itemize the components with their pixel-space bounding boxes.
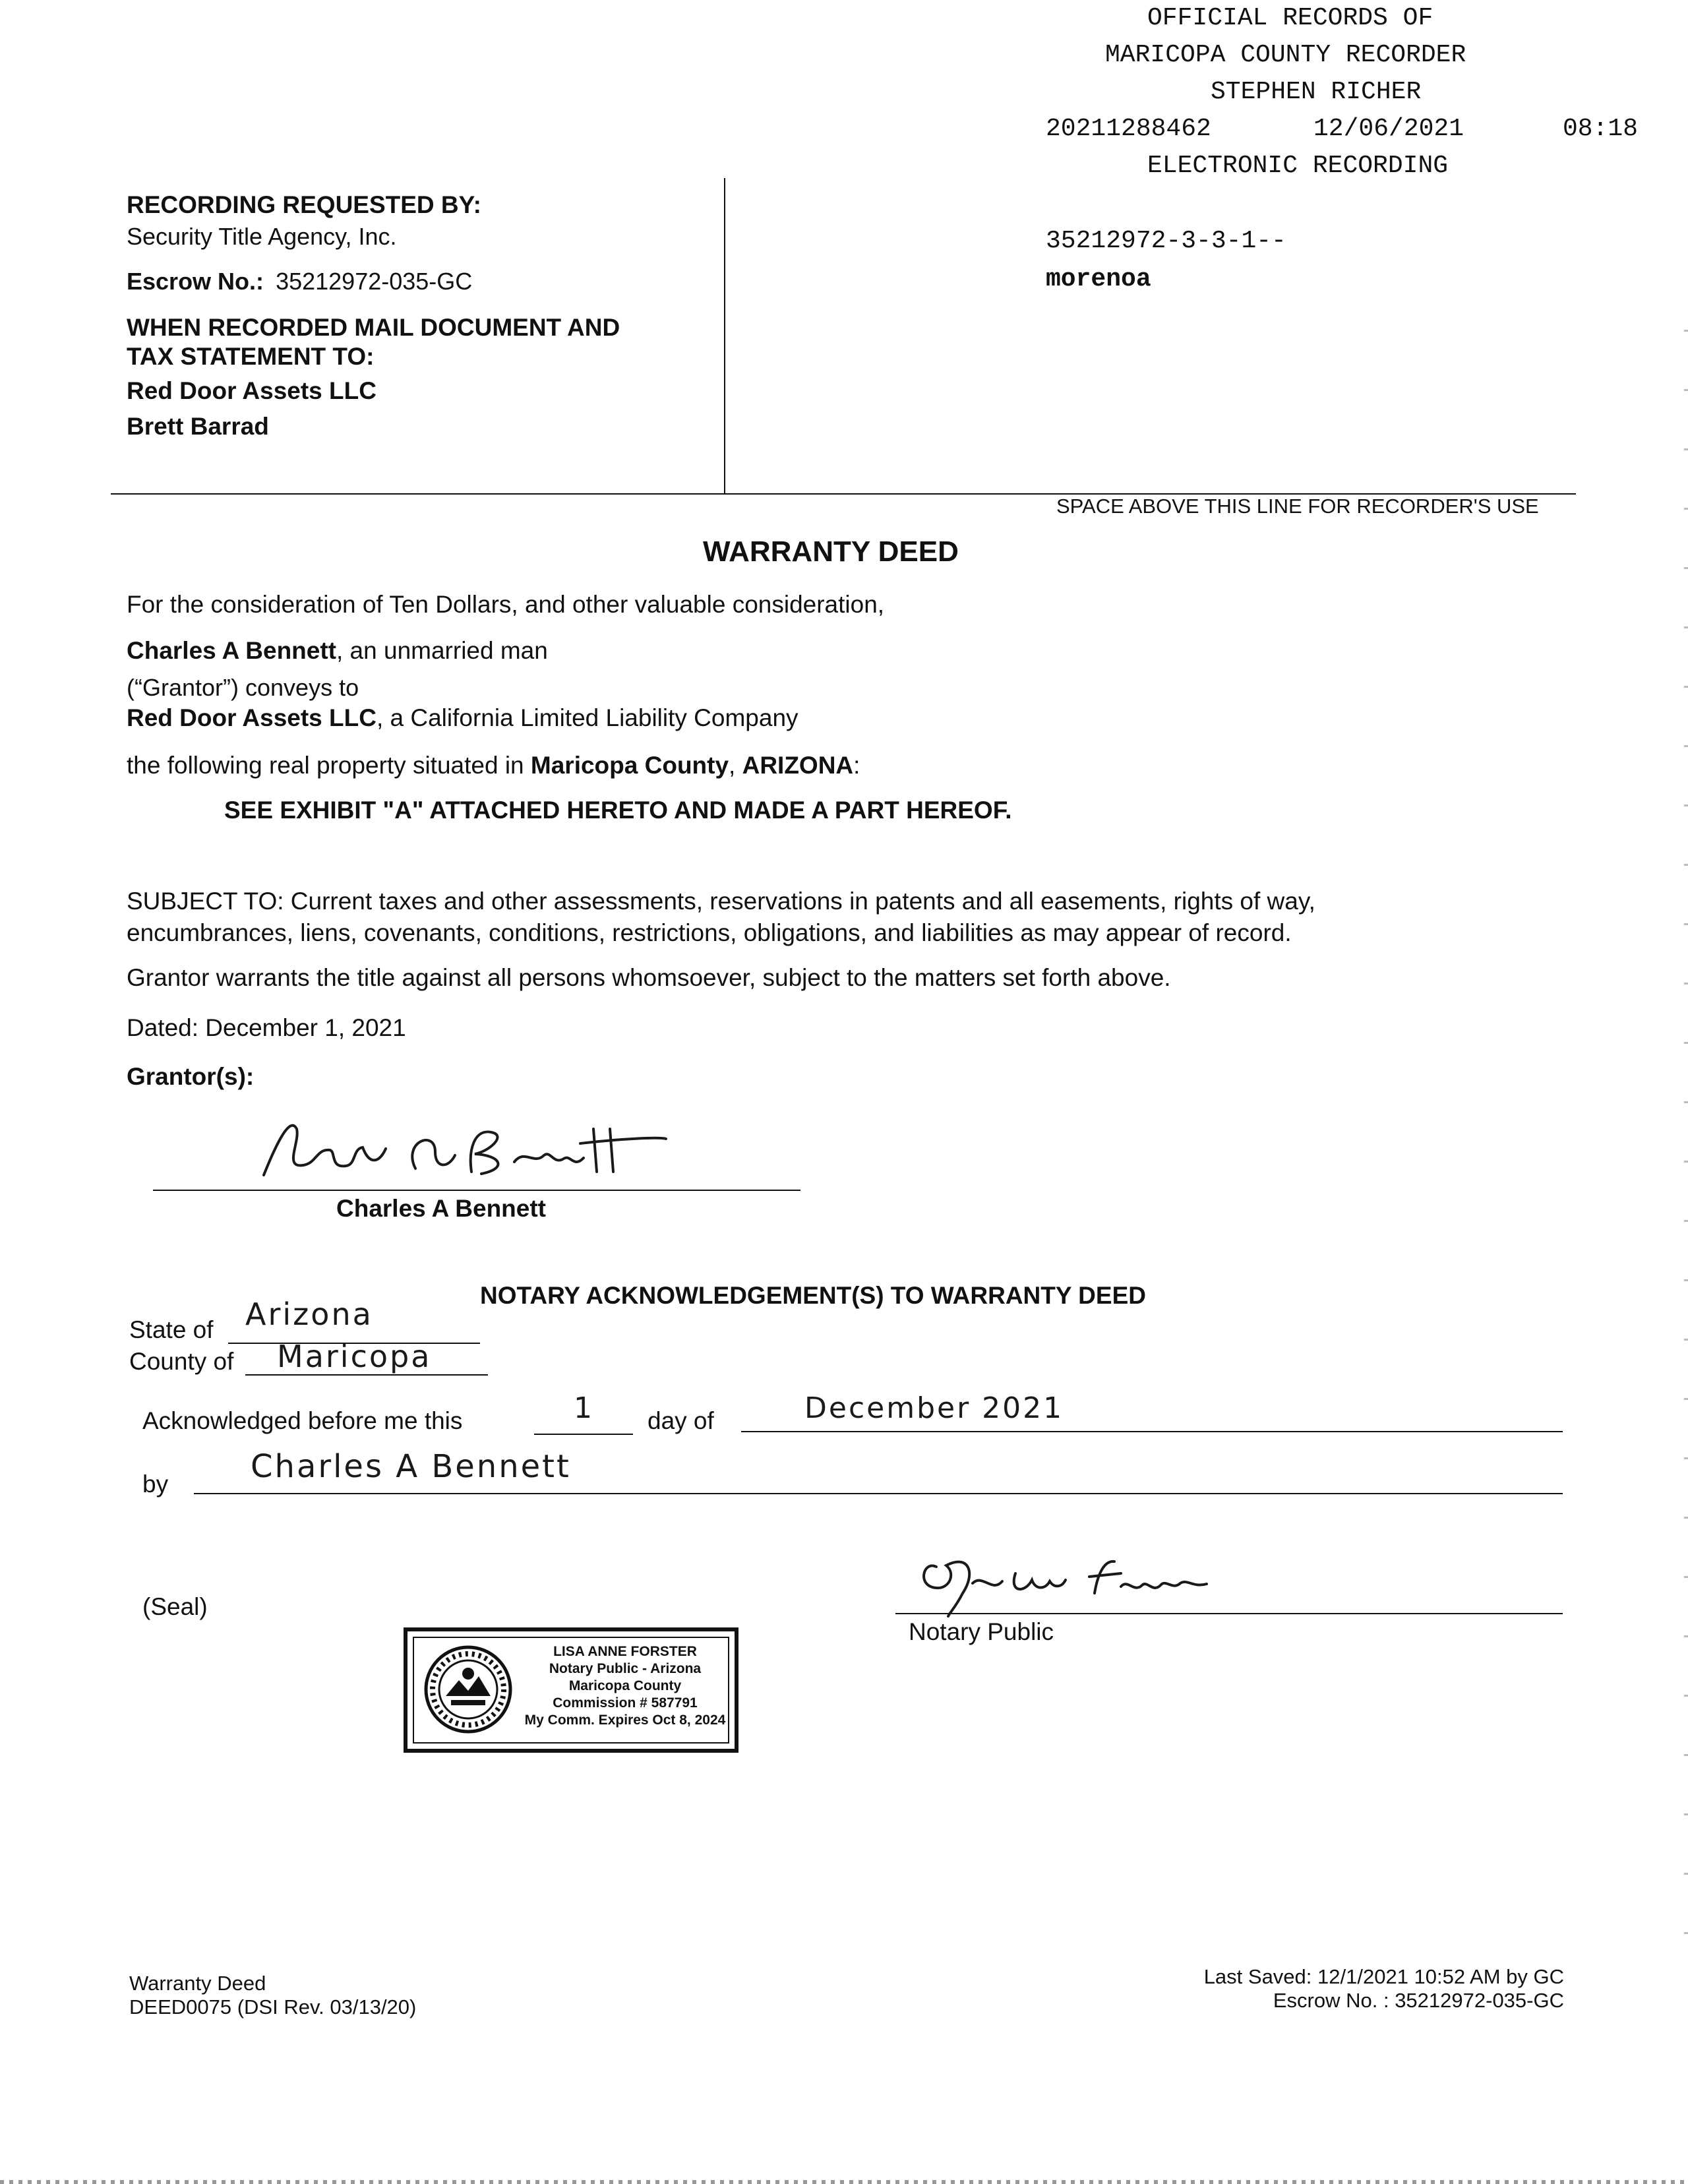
stamp-commission: Commission # 587791 xyxy=(553,1695,698,1711)
signer-name: Charles A Bennett xyxy=(336,1195,546,1222)
by-value: Charles A Bennett xyxy=(251,1448,571,1485)
requested-by-value: Security Title Agency, Inc. xyxy=(127,223,397,250)
county-value: Maricopa xyxy=(277,1339,432,1374)
state-seal-icon xyxy=(422,1643,514,1736)
stamp-name: LISA ANNE FORSTER xyxy=(553,1644,697,1659)
footer-right-2: Escrow No. : 35212972-035-GC xyxy=(1273,1989,1564,2012)
property-line xyxy=(127,752,860,779)
grantor-description: , an unmarried man xyxy=(336,637,548,664)
property-county: Maricopa County xyxy=(530,752,729,779)
notary-signature-icon xyxy=(910,1547,1213,1620)
escrow-line xyxy=(127,268,472,295)
recorder-time: 08:18 xyxy=(1563,115,1639,143)
subject-to-line-2: encumbrances, liens, covenants, conditions, restrictions, obligations, and liabilities as may appear of record. xyxy=(127,919,1292,946)
stamp-expires: My Comm. Expires Oct 8, 2024 xyxy=(524,1713,726,1728)
conveys-text: (“Grantor”) conveys to xyxy=(127,674,359,701)
month-year-value: December 2021 xyxy=(804,1391,1064,1425)
recorder-user: morenoa xyxy=(1046,265,1151,293)
seal-label: (Seal) xyxy=(142,1593,208,1620)
grantee-name: Red Door Assets LLC xyxy=(127,704,377,731)
recorder-use-label: SPACE ABOVE THIS LINE FOR RECORDER'S USE xyxy=(1056,495,1539,518)
property-pre: the following real property situated in xyxy=(127,752,531,779)
footer-left-2: DEED0075 (DSI Rev. 03/13/20) xyxy=(129,1995,417,2018)
grantor-signature-icon xyxy=(237,1103,673,1188)
scan-edge-bottom xyxy=(0,2180,1688,2184)
grantor-name: Charles A Bennett xyxy=(127,637,336,664)
mail-label-2: TAX STATEMENT TO: xyxy=(127,343,375,370)
escrow-label: Escrow No.: xyxy=(127,268,264,295)
stamp-county: Maricopa County xyxy=(568,1678,682,1693)
mail-name-2: Brett Barrad xyxy=(127,413,269,440)
day-line xyxy=(534,1434,633,1435)
escrow-value: 35212972-035-GC xyxy=(276,268,473,295)
state-label: State of xyxy=(129,1316,214,1343)
recorder-doc-number: 20211288462 xyxy=(1046,115,1211,143)
day-value: 1 xyxy=(574,1391,594,1425)
mail-name-1: Red Door Assets LLC xyxy=(127,377,377,404)
by-line xyxy=(194,1493,1563,1494)
notary-stamp xyxy=(404,1627,738,1753)
notary-heading: NOTARY ACKNOWLEDGEMENT(S) TO WARRANTY DEED xyxy=(480,1282,1146,1309)
by-label: by xyxy=(142,1471,169,1498)
grantee-description: , a California Limited Liability Company xyxy=(376,704,799,731)
mail-label-1: WHEN RECORDED MAIL DOCUMENT AND xyxy=(127,314,620,341)
grantors-label: Grantor(s): xyxy=(127,1063,255,1090)
stamp-text xyxy=(520,1643,731,1729)
recorder-ref: 35212972-3-3-1-- xyxy=(1046,227,1286,255)
notary-public-label: Notary Public xyxy=(909,1618,1054,1645)
footer-right-1: Last Saved: 12/1/2021 10:52 AM by GC xyxy=(1203,1965,1564,1988)
dated-text: Dated: December 1, 2021 xyxy=(127,1014,406,1041)
consideration-text: For the consideration of Ten Dollars, and other valuable consideration, xyxy=(127,591,885,618)
day-of-label: day of xyxy=(648,1407,714,1434)
header-divider-vertical xyxy=(724,178,725,493)
county-line xyxy=(245,1374,488,1376)
recorder-line-5: ELECTRONIC RECORDING xyxy=(1147,152,1449,180)
deed-title: WARRANTY DEED xyxy=(703,535,959,568)
requested-by-label: RECORDING REQUESTED BY: xyxy=(127,191,481,218)
month-year-line xyxy=(741,1431,1563,1432)
exhibit-text: SEE EXHIBIT "A" ATTACHED HERETO AND MADE A PART HEREOF. xyxy=(224,797,1012,824)
county-label: County of xyxy=(129,1348,234,1375)
subject-to-line-1: SUBJECT TO: Current taxes and other assessments, reservations in patents and all easements, rights of way, xyxy=(127,888,1315,915)
property-colon: : xyxy=(853,752,860,779)
grantor-signature-line xyxy=(153,1190,800,1191)
state-value: Arizona xyxy=(245,1296,373,1332)
footer-left-1: Warranty Deed xyxy=(129,1972,266,1995)
grantee-line xyxy=(127,704,799,732)
scan-edge-right xyxy=(1684,330,1688,1978)
property-state: ARIZONA xyxy=(742,752,854,779)
warrants-text: Grantor warrants the title against all persons whomsoever, subject to the matters set forth above. xyxy=(127,964,1171,991)
grantor-line xyxy=(127,637,548,665)
recorder-date: 12/06/2021 xyxy=(1313,115,1464,143)
recorder-line-2: MARICOPA COUNTY RECORDER xyxy=(1105,41,1466,69)
recorder-line-3: STEPHEN RICHER xyxy=(1211,78,1422,106)
ack-label: Acknowledged before me this xyxy=(142,1407,463,1434)
stamp-title: Notary Public - Arizona xyxy=(549,1661,702,1676)
notary-signature-line xyxy=(895,1613,1563,1614)
property-comma: , xyxy=(729,752,742,779)
